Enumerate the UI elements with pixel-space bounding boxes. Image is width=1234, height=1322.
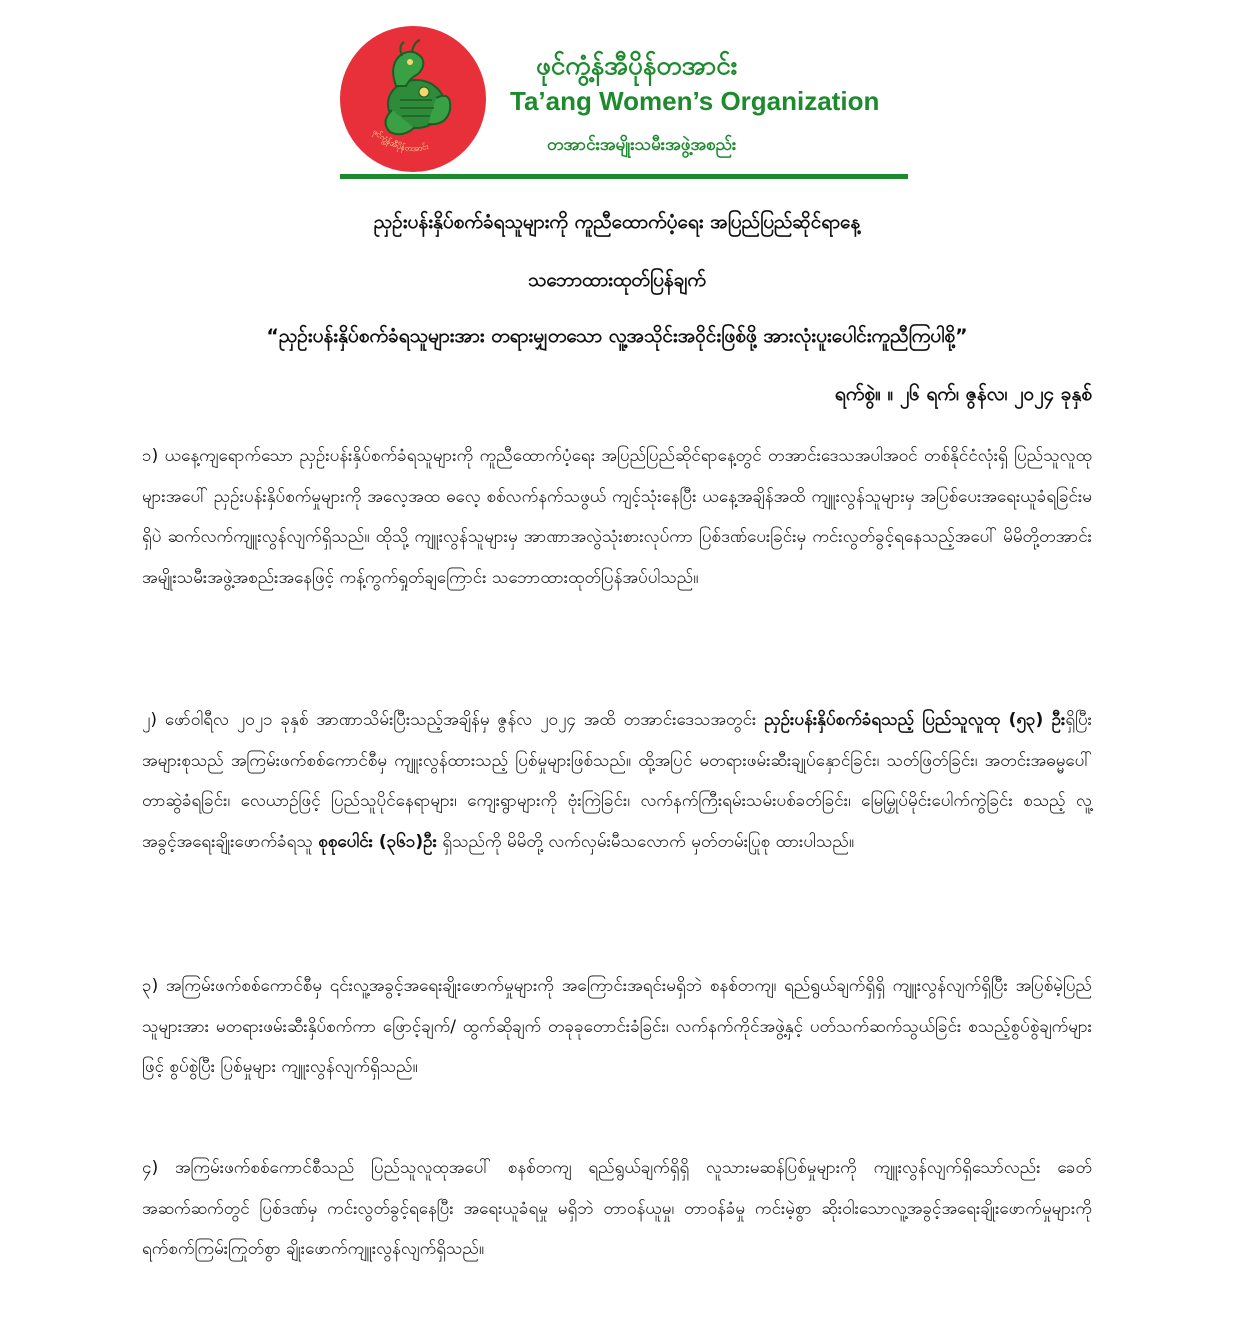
paragraph-2 (142, 700, 1092, 862)
statement-title: ညှဉ်းပန်းနှိပ်စက်ခံရသူများကို ကူညီထောက်ပံ့ရေး အပြည်ပြည်ဆိုင်ရာနေ့ (373, 211, 861, 233)
paragraph-2-victim-count: ညှဉ်းပန်းနှိပ်စက်ခံရသည့် ပြည်သူလူထု (၅၃) ဦး (764, 710, 1066, 730)
header-divider (340, 174, 908, 179)
paragraph-2-closing: ရှိသည်ကို မိမိတို့ လက်လှမ်းမီသလောက် မှတ်တမ်းပြုစု ထားပါသည်။ (442, 831, 854, 852)
org-subtitle: တအာင်းအမျိုးသမီးအဖွဲ့အစည်း (547, 135, 737, 155)
statement-subtitle: သဘောထားထုတ်ပြန်ချက် (527, 269, 707, 291)
letterhead (340, 26, 910, 186)
statement-slogan: “ညှဉ်းပန်းနှိပ်စက်ခံရသူများအား တရားမျှတသော လူ့အသိုင်းအဝိုင်းဖြစ်ဖို့ အားလုံးပူးပေါင်းကူညီကြပါစို့” (266, 325, 968, 347)
naga-dragon-emblem-icon (340, 26, 486, 172)
paragraph-2-body: ရှိပြီး အများစုသည် အကြမ်းဖက်စစ်ကောင်စီမှ ကျူးလွန်ထားသည့် ပြစ်မှုများဖြစ်သည်။ ထို့အပြင် မတရားဖမ်းဆီးချုပ်နှောင်ခြင်း၊ သတ်ဖြတ်ခြင်း၊ အတင်းအဓမ္မပေါ်တာဆွဲခံရခြင်း၊ လေယာဉ်ဖြင့် ပြည်သူပိုင်နေရာများ၊ ကျေးရွာများကို ဗုံးကြဲခြင်း၊ လက်နက်ကြီးရမ်းသမ်းပစ်ခတ်ခြင်း၊ မြေမြှုပ်မိုင်းပေါက်ကွဲခြင်း စသည့် လူ့အခွင့်အရေးချိုးဖောက်ခံရသူ (142, 710, 1092, 852)
paragraph-2-total-count: စုစုပေါင်း (၃၆၁)ဦး (318, 831, 437, 852)
paragraph-1: ၁) ယနေ့ကျရောက်သော ညှဉ်းပန်းနှိပ်စက်ခံရသူများကို ကူညီထောက်ပံ့ရေး အပြည်ပြည်ဆိုင်ရာနေ့တွင် တအာင်းဒေသအပါအဝင် တစ်နိုင်ငံလုံးရှိ ပြည်သူလူထုများအပေါ် ညှဉ်းပန်းနှိပ်စက်မှုများကို အလေ့အထ ဓလေ့ စစ်လက်နက်သဖွယ် ကျင့်သုံးနေပြီး ယနေ့အချိန်အထိ ကျူးလွန်သူများမှ အပြစ်ပေးအရေးယူခံရခြင်းမရှိပဲ ဆက်လက်ကျူးလွန်လျက်ရှိသည်။ ထိုသို့ ကျူးလွန်သူများမှ အာဏာအလွဲသုံးစားလုပ်ကာ ပြစ်ဒဏ်ပေးခြင်းမှ ကင်းလွတ်ခွင့်ရနေသည့်အပေါ် မိမိတို့တအာင်းအမျိုးသမီးအဖွဲ့အစည်းအနေဖြင့် ကန့်ကွက်ရှုတ်ချကြောင်း သဘောထားထုတ်ပြန်အပ်ပါသည်။ (142, 446, 1092, 588)
statement-date: ရက်စွဲ။ ။ ၂၆ ရက်၊ ဇွန်လ၊ ၂၀၂၄ ခုနှစ် (834, 383, 1092, 405)
logo-ring-text: ဖုင်ကွံ့န်အီပိုန်တအာင်း (371, 127, 430, 154)
paragraph-4: ၄) အကြမ်းဖက်စစ်ကောင်စီသည် ပြည်သူလူထုအပေါ် စနစ်တကျ ရည်ရွယ်ချက်ရှိရှိ လူသားမဆန်ပြစ်မှုများကို ကျူးလွန်လျက်ရှိသော်လည်း ခေတ်အဆက်ဆက်တွင် ပြစ်ဒဏ်မှ ကင်းလွတ်ခွင့်ရနေပြီး အရေးယူခံရမှု မရှိဘဲ တာဝန်ယူမှု၊ တာဝန်ခံမှု ကင်းမဲ့စွာ ဆိုးဝါးသောလူ့အခွင့်အရေးချိုးဖောက်မှုများကို ရက်စက်ကြမ်းကြုတ်စွာ ချိုးဖောက်ကျူးလွန်လျက်ရှိသည်။ (142, 1158, 1092, 1259)
paragraph-2-intro: ၂) ဖော်ဝါရီလ ၂၀၂၁ ခုနှစ် အာဏာသိမ်းပြီးသည့်အချိန်မှ ဇွန်လ ၂၀၂၄ အထိ တအာင်းဒေသအတွင်း (142, 710, 757, 730)
paragraph-3: ၃) အကြမ်းဖက်စစ်ကောင်စီမှ ၎င်းလူ့အခွင့်အရေးချိုးဖောက်မှုများကို အကြောင်းအရင်းမရှိဘဲ စနစ်တကျ၊ ရည်ရွယ်ချက်ရှိရှိ ကျူးလွန်လျက်ရှိပြီး အပြစ်မဲ့ပြည်သူများအား မတရားဖမ်းဆီးနှိပ်စက်ကာ ဖြောင့်ချက်/ ထွက်ဆိုချက် တခုခုတောင်းခံခြင်း၊ လက်နက်ကိုင်အဖွဲ့နှင့် ပတ်သက်ဆက်သွယ်ခြင်း စသည့်စွပ်စွဲချက်များဖြင့် စွပ်စွဲပြီး ပြစ်မှုများ ကျူးလွန်လျက်ရှိသည်။ (142, 976, 1092, 1077)
org-name-myanmar: ဖုင်ကွံ့န်အီပိုန်တအာင်း (536, 51, 738, 81)
org-name-english: Ta’ang Women’s Organization (510, 86, 880, 116)
organization-logo (340, 26, 486, 172)
